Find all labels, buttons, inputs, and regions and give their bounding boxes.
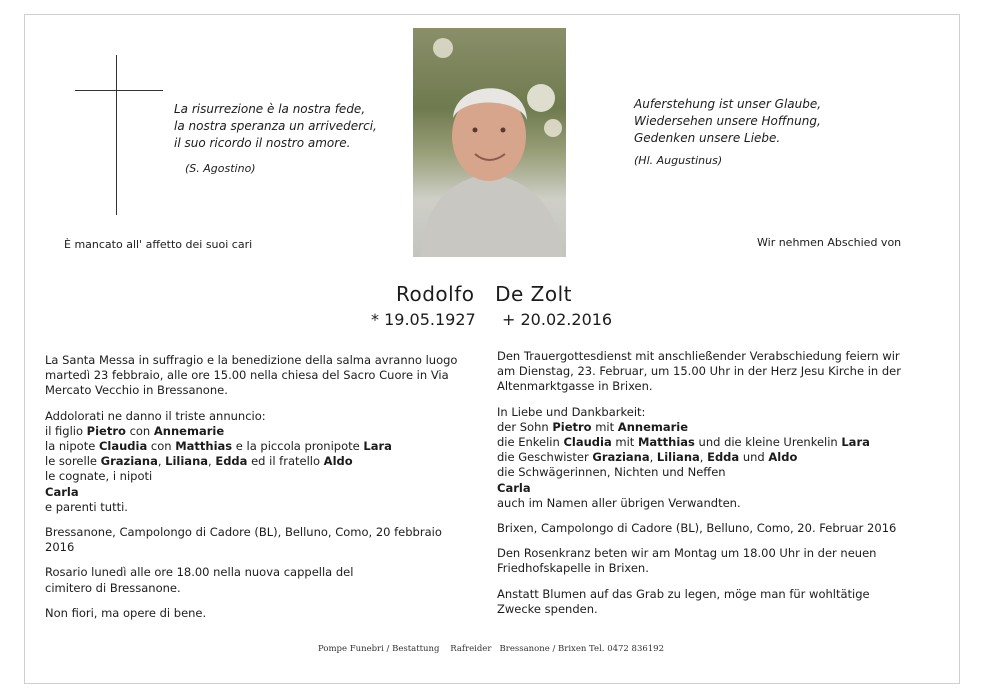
death-date: + 20.02.2016	[502, 310, 613, 329]
german-column	[497, 349, 907, 617]
left-quote-line: La risurrezione è la nostra fede,	[174, 102, 366, 116]
german-place-date: Brixen, Campolongo di Cadore (BL), Belluno, Como, 20. Februar 2016	[497, 521, 897, 536]
left-quote-attribution: (S. Agostino)	[185, 162, 256, 175]
italian-niece-line: la nipote Claudia con Matthias e la piccola pronipote Lara	[45, 439, 392, 454]
portrait-photo	[413, 28, 566, 257]
german-flowers-text: Anstatt Blumen auf das Grab zu legen, möge man für wohltätige Zwecke spenden.	[497, 586, 870, 616]
italian-in-laws-line: le cognate, i nipoti	[45, 469, 153, 484]
left-quote-line: la nostra speranza un arrivederci,	[174, 119, 377, 133]
right-quote-attribution: (Hl. Augustinus)	[634, 154, 723, 167]
german-son-line: der Sohn Pietro mit Annemarie	[497, 419, 689, 434]
left-quote	[174, 101, 377, 152]
left-intro: È mancato all' affetto dei suoi cari	[64, 238, 253, 251]
right-quote-line: Auferstehung ist unser Glaube,	[634, 97, 822, 111]
first-name: Rodolfo	[396, 282, 475, 306]
italian-rosary-text: Rosario lunedì alle ore 18.00 nella nuova cappella del cimitero di Bressanone.	[45, 565, 354, 595]
left-quote-line: il suo ricordo il nostro amore.	[174, 136, 351, 150]
deceased-name	[396, 282, 572, 306]
german-carla-line: Carla	[497, 480, 531, 495]
footer-name: Rafreider	[450, 644, 492, 654]
footer-location: Bressanone / Brixen Tel. 0472 836192	[499, 644, 664, 654]
italian-mass-text: La Santa Messa in suffragio e la benedizione della salma avranno luogo martedì 23 febbraio, alle ore 15.00 nella chiesa del Sacro Cuore in Via Mercato Vecchio in Bressanone.	[45, 353, 458, 398]
birth-date: * 19.05.1927	[371, 310, 476, 329]
italian-sisters-line: le sorelle Graziana, Liliana, Edda ed il fratello Aldo	[45, 454, 353, 469]
italian-son-line: il figlio Pietro con Annemarie	[45, 423, 225, 438]
italian-flowers-text: Non fiori, ma opere di bene.	[45, 605, 207, 620]
german-in-laws-line: die Schwägerinnen, Nichten und Neffen	[497, 465, 726, 480]
italian-place-date: Bressanone, Campolongo di Cadore (BL), Belluno, Como, 20 febbraio 2016	[45, 525, 442, 555]
italian-carla-line: Carla	[45, 484, 79, 499]
right-intro: Wir nehmen Abschied von	[757, 236, 902, 249]
funeral-home-footer	[0, 644, 982, 654]
footer-company: Pompe Funebri / Bestattung	[318, 644, 440, 654]
german-service-text: Den Trauergottesdienst mit anschließender Verabschiedung feiern wir am Dienstag, 23. Februar, um 15.00 Uhr in der Herz Jesu Kirche in der Altenmarktgasse in Brixen.	[497, 349, 901, 394]
german-relatives-line: auch im Namen aller übrigen Verwandten.	[497, 495, 741, 510]
german-rosary-text: Den Rosenkranz beten wir am Montag um 18.00 Uhr in der neuen Friedhofskapelle in Brixen.	[497, 546, 877, 576]
right-quote	[634, 96, 821, 147]
right-quote-line: Gedenken unsere Liebe.	[634, 131, 781, 145]
german-mourners-intro: In Liebe und Dankbarkeit:	[497, 404, 646, 419]
italian-column	[45, 353, 465, 621]
last-name: De Zolt	[495, 282, 572, 306]
german-niece-line: die Enkelin Claudia mit Matthias und die kleine Urenkelin Lara	[497, 435, 870, 450]
german-siblings-line: die Geschwister Graziana, Liliana, Edda und Aldo	[497, 450, 798, 465]
italian-mourners-intro: Addolorati ne danno il triste annuncio:	[45, 408, 266, 423]
italian-relatives-line: e parenti tutti.	[45, 499, 128, 514]
right-quote-line: Wiedersehen unsere Hoffnung,	[634, 114, 821, 128]
